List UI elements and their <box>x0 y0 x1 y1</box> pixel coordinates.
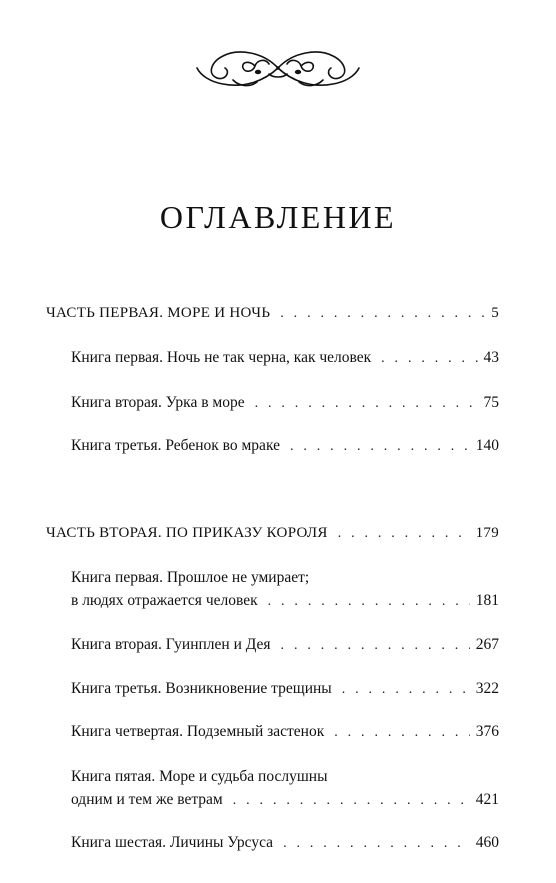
toc-book-label: Книга четвертая. Подземный застенок <box>71 723 325 740</box>
page-title: ОГЛАВЛЕНИЕ <box>159 199 397 235</box>
toc-book-label: Книга вторая. Гуинплен и Дея <box>71 636 271 653</box>
toc-book-label: Книга первая. Ночь не так черна, как человек <box>71 349 372 366</box>
toc-book-entry <box>71 592 499 610</box>
dot-leader <box>290 439 470 455</box>
dot-leader <box>334 725 470 741</box>
toc-book-label: Книга третья. Возникновение трещины <box>71 680 332 697</box>
toc-page-number: 181 <box>475 592 499 609</box>
toc-page-number: 43 <box>483 349 499 366</box>
toc-part-1 <box>46 305 499 322</box>
toc-book-entry <box>71 834 499 852</box>
dot-leader <box>342 682 470 698</box>
toc-book-label: Книга третья. Ребенок во мраке <box>71 437 280 454</box>
dot-leader <box>381 351 477 367</box>
toc-book-label-line1: Книга пятая. Море и судьба послушны <box>71 768 328 785</box>
toc-book-label: одним и тем же ветрам <box>71 791 223 808</box>
toc-book-entry <box>71 636 499 654</box>
dot-leader <box>280 306 485 322</box>
toc-page-number: 421 <box>475 791 499 808</box>
toc-part-2 <box>46 525 499 542</box>
toc-book-label: в людях отражается человек <box>71 592 258 609</box>
toc-page-number: 322 <box>475 680 499 697</box>
dot-leader <box>281 638 470 654</box>
toc-book-label: Книга шестая. Личины Урсуса <box>71 834 274 851</box>
toc-book-entry <box>71 723 499 741</box>
toc-part-label: ЧАСТЬ ПЕРВАЯ. МОРЕ И НОЧЬ <box>46 305 271 321</box>
dot-leader <box>283 836 470 852</box>
decorative-flourish-icon <box>193 42 363 94</box>
toc-book-label: Книга вторая. Урка в море <box>71 394 245 411</box>
toc-part-label: ЧАСТЬ ВТОРАЯ. ПО ПРИКАЗУ КОРОЛЯ <box>46 525 328 541</box>
toc-book-entry <box>71 791 499 809</box>
dot-leader <box>255 396 478 412</box>
toc-book-entry <box>71 437 499 455</box>
toc-page-number: 376 <box>475 723 499 740</box>
toc-page-number: 140 <box>475 437 499 454</box>
toc-book-entry <box>71 394 499 412</box>
toc-page-number: 179 <box>475 525 499 541</box>
dot-leader <box>233 793 470 809</box>
dot-leader <box>338 526 470 542</box>
toc-book-entry <box>71 680 499 698</box>
toc-book-entry <box>71 349 499 367</box>
dot-leader <box>268 594 470 610</box>
toc-page-number: 75 <box>483 394 499 411</box>
toc-book-label-line1: Книга первая. Прошлое не умирает; <box>71 569 310 586</box>
toc-page-number: 5 <box>491 305 499 321</box>
toc-page-number: 267 <box>475 636 499 653</box>
toc-page-number: 460 <box>475 834 499 851</box>
